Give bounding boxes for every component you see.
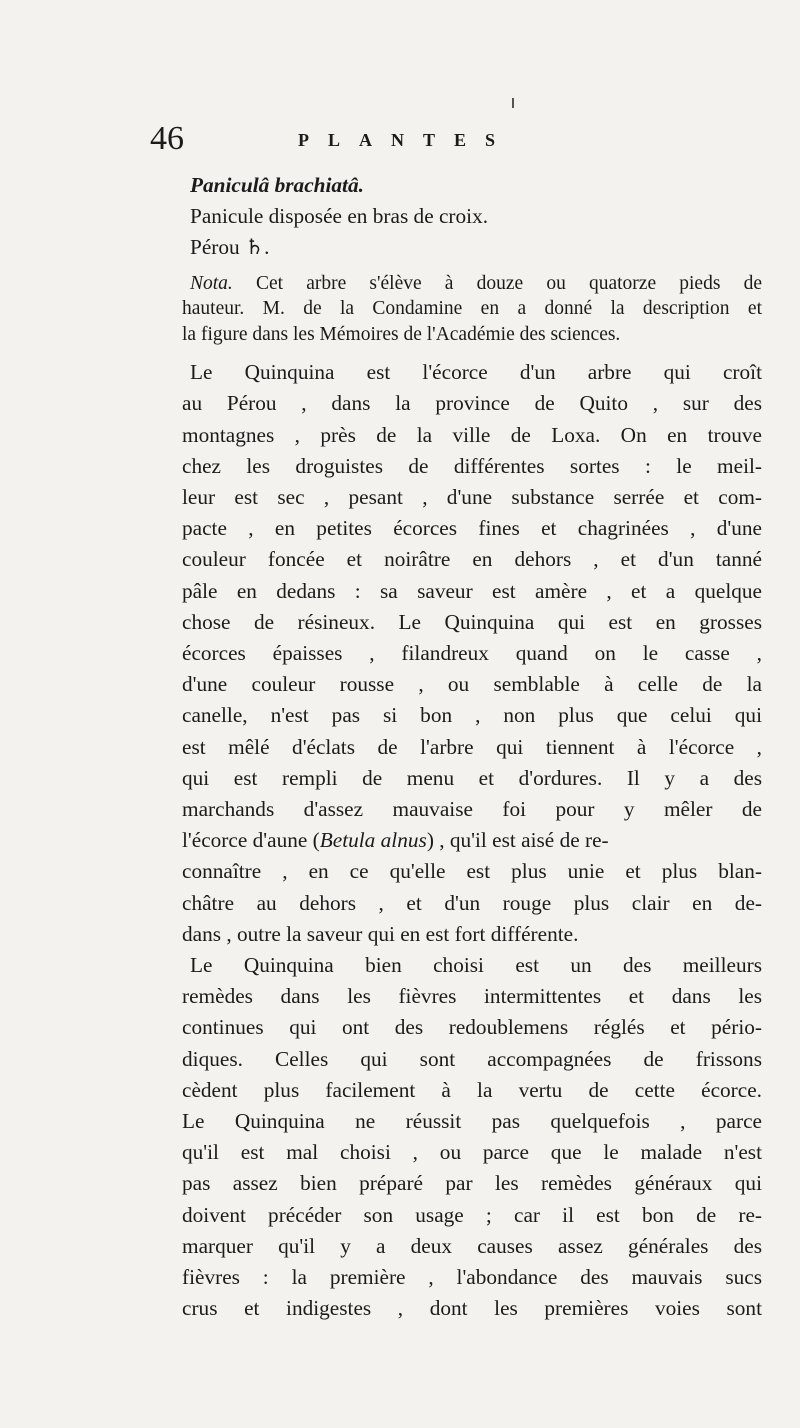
text-line: Le Quinquina ne réussit pas quelquefois , parce (182, 1108, 762, 1133)
nota-line: Cet arbre s'élève à douze ou quatorze pieds de (232, 272, 762, 294)
latin-name: Betula alnus (319, 828, 427, 853)
text-line: écorces épaisses , filandreux quand on le casse , (182, 640, 762, 665)
text-line: est mêlé d'éclats de l'arbre qui tiennent à l'écorce , (182, 734, 762, 759)
species-origin: Pérou ♄. (190, 235, 270, 260)
text-line: cèdent plus facilement à la vertu de cette écorce. (182, 1077, 762, 1102)
text-line (182, 825, 762, 856)
text-line: marquer qu'il y a deux causes assez générales des (182, 1233, 762, 1258)
text-line: canelle, n'est pas si bon , non plus que celui qui (182, 703, 762, 728)
page-body (182, 170, 762, 1324)
text-line: montagnes , près de la ville de Loxa. On en trouve (182, 422, 762, 447)
text-line: pas assez bien préparé par les remèdes généraux qui (182, 1171, 762, 1196)
ink-speck (512, 98, 514, 108)
text-line: diques. Celles qui sont accompagnées de frissons (182, 1046, 762, 1071)
text-line: remèdes dans les fièvres intermittentes et dans les (182, 984, 762, 1009)
text-line: pacte , en petites écorces fines et chagrinées , d'une (182, 516, 762, 541)
text-line: qui est rempli de menu et d'ordures. Il y a des (182, 765, 762, 790)
text-line: dans , outre la saveur qui en est fort différente. (182, 921, 579, 946)
text-line: au Pérou , dans la province de Quito , sur des (182, 391, 762, 416)
text-fragment: l'écorce d'aune ( (182, 828, 320, 853)
nota-label: Nota. (190, 272, 233, 294)
species-name: Paniculâ brachiatâ. (190, 173, 364, 197)
running-head: PLANTES (298, 130, 515, 150)
text-line: leur est sec , pesant , d'une substance serrée et com- (182, 484, 762, 509)
text-line: continues qui ont des redoublemens réglés et pério- (182, 1015, 762, 1040)
page-header (150, 120, 790, 170)
paragraph-quinquina-remedy (182, 950, 762, 1324)
text-line: Le Quinquina est l'écorce d'un arbre qui croît (190, 360, 762, 385)
text-line: chose de résineux. Le Quinquina qui est en grosses (182, 609, 762, 634)
text-line: d'une couleur rousse , ou semblable à celle de la (182, 672, 762, 697)
text-fragment: ) , qu'il est aisé de re- (426, 828, 609, 853)
text-line: crus et indigestes , dont les premières voies sont (182, 1296, 762, 1321)
text-line: connaître , en ce qu'elle est plus unie et plus blan- (182, 859, 762, 884)
text-line: qu'il est mal choisi , ou parce que le malade n'est (182, 1140, 762, 1165)
text-line: Le Quinquina bien choisi est un des meilleurs (190, 952, 762, 977)
nota-line: hauteur. M. de la Condamine en a donné la description et (182, 298, 762, 320)
text-line: fièvres : la première , l'abondance des mauvais sucs (182, 1265, 762, 1289)
text-line: pâle en dedans : sa saveur est amère , et a quelque (182, 578, 762, 603)
nota-line: la figure dans les Mémoires de l'Académie des sciences. (182, 323, 621, 345)
text-line: marchands d'assez mauvaise foi pour y mêler de (182, 796, 762, 821)
species-entry (182, 170, 762, 264)
text-line: couleur foncée et noirâtre en dehors , et d'un tanné (182, 547, 762, 572)
text-line: chez les droguistes de différentes sortes : le meil- (182, 453, 762, 478)
page-number: 46 (150, 120, 184, 157)
text-line: doivent précéder son usage ; car il est bon de re- (182, 1202, 762, 1227)
species-description: Panicule disposée en bras de croix. (190, 204, 489, 229)
nota-paragraph (182, 271, 762, 348)
text-line: châtre au dehors , et d'un rouge plus clair en de- (182, 890, 762, 915)
paragraph-quinquina-description (182, 357, 762, 950)
